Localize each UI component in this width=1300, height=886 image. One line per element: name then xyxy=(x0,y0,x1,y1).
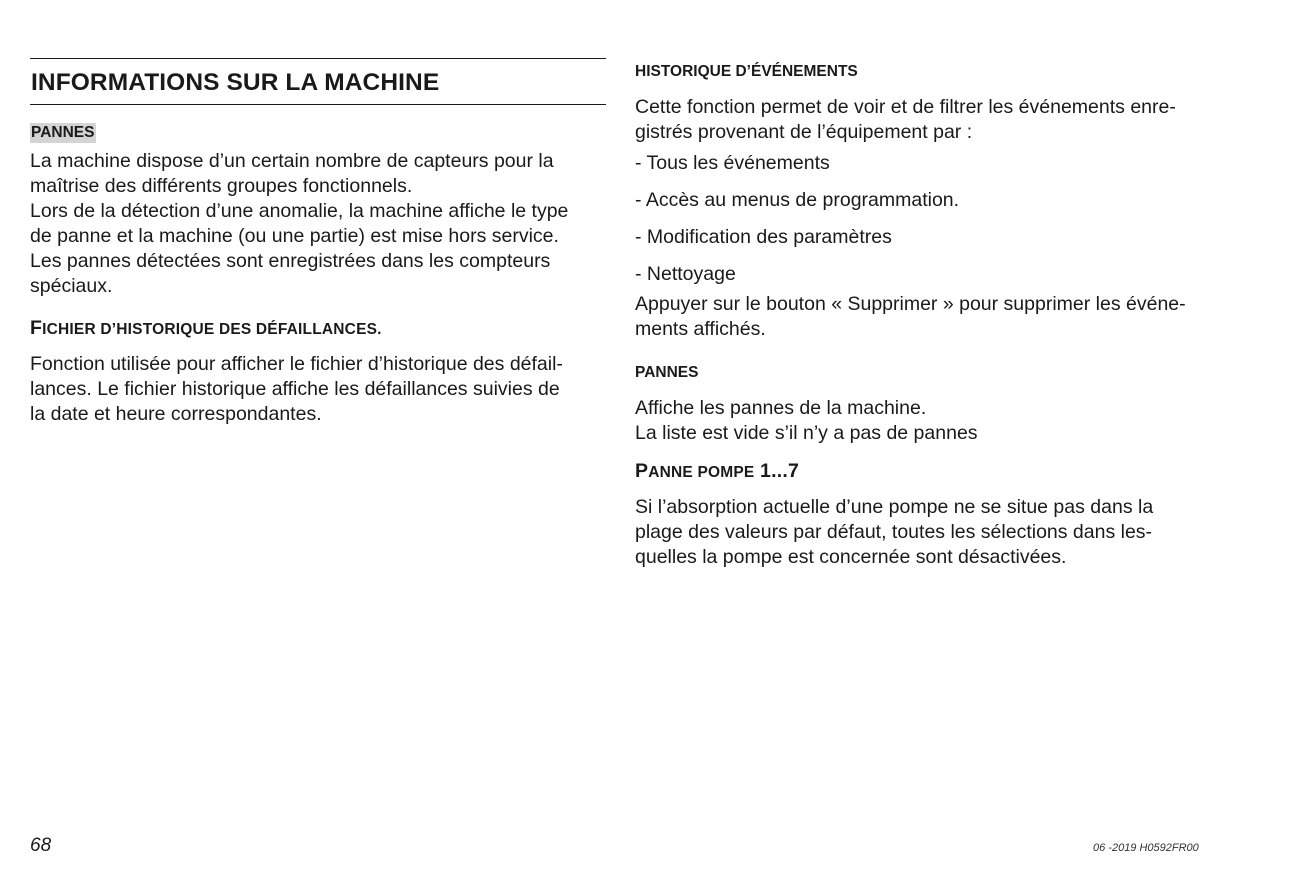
section-title: INFORMATIONS SUR LA MACHINE xyxy=(31,69,440,96)
right-pannes-paragraph xyxy=(635,396,1225,446)
historique-line: Cette fonction permet de voir et de filtrer les événements enre- xyxy=(635,96,1176,118)
historique-intro xyxy=(635,95,1225,145)
right-pannes-line: Affiche les pannes de la machine. xyxy=(635,397,927,419)
fichier-line: lances. Le fichier historique affiche les défaillances suivies de xyxy=(30,378,560,400)
left-column xyxy=(30,58,606,427)
list-item: - Modification des paramètres xyxy=(635,226,892,248)
right-pannes-label: PANNES xyxy=(635,364,699,381)
right-pannes-line: La liste est vide s’il n’y a pas de pannes xyxy=(635,422,978,444)
pompe-heading-rest: ANNE POMPE xyxy=(648,464,755,481)
historique-line: gistrés provenant de l’équipement par : xyxy=(635,121,973,143)
pompe-heading-initial: P xyxy=(635,460,649,482)
pompe-paragraph xyxy=(635,495,1225,570)
pompe-heading-num: 1...7 xyxy=(754,460,799,482)
pannes-line: spéciaux. xyxy=(30,275,113,297)
pannes-line: Lors de la détection d’une anomalie, la machine affiche le type xyxy=(30,200,569,222)
pompe-line: Si l’absorption actuelle d’une pompe ne se situe pas dans la xyxy=(635,496,1154,518)
pannes-line: de panne et la machine (ou une partie) est mise hors service. xyxy=(30,225,559,247)
fichier-heading-rest: ICHIER D’HISTORIQUE DES DÉFAILLANCES. xyxy=(42,321,382,338)
fichier-line: la date et heure correspondantes. xyxy=(30,403,322,425)
fichier-paragraph xyxy=(30,352,606,427)
list-item: - Tous les événements xyxy=(635,152,830,174)
list-item: - Accès au menus de programmation. xyxy=(635,189,960,211)
title-rule-top xyxy=(30,58,606,59)
fichier-heading xyxy=(30,317,606,340)
pannes-line: La machine dispose d’un certain nombre de capteurs pour la xyxy=(30,150,554,172)
historique-label: HISTORIQUE D’ÉVÉNEMENTS xyxy=(635,63,858,80)
pompe-line: quelles la pompe est concernée sont désactivées. xyxy=(635,546,1067,568)
page-number: 68 xyxy=(30,835,52,856)
fichier-line: Fonction utilisée pour afficher le fichier d’historique des défail- xyxy=(30,353,563,375)
pannes-line: maîtrise des différents groupes fonctionnels. xyxy=(30,175,413,197)
pannes-paragraph xyxy=(30,149,606,299)
pannes-line: Les pannes détectées sont enregistrées dans les compteurs xyxy=(30,250,551,272)
pompe-heading xyxy=(635,460,1225,483)
fichier-heading-initial: F xyxy=(30,317,43,339)
pannes-label: PANNES xyxy=(31,124,95,141)
right-column xyxy=(635,58,1225,570)
pompe-line: plage des valeurs par défaut, toutes les sélections dans les- xyxy=(635,521,1153,543)
list-item: - Nettoyage xyxy=(635,263,736,285)
historique-after xyxy=(635,292,1225,342)
historique-after-line: ments affichés. xyxy=(635,318,766,340)
title-rule-bottom xyxy=(30,104,606,105)
doc-reference: 06 -2019 H0592FR00 xyxy=(1093,842,1199,854)
historique-after-line: Appuyer sur le bouton « Supprimer » pour supprimer les événe- xyxy=(635,293,1186,315)
